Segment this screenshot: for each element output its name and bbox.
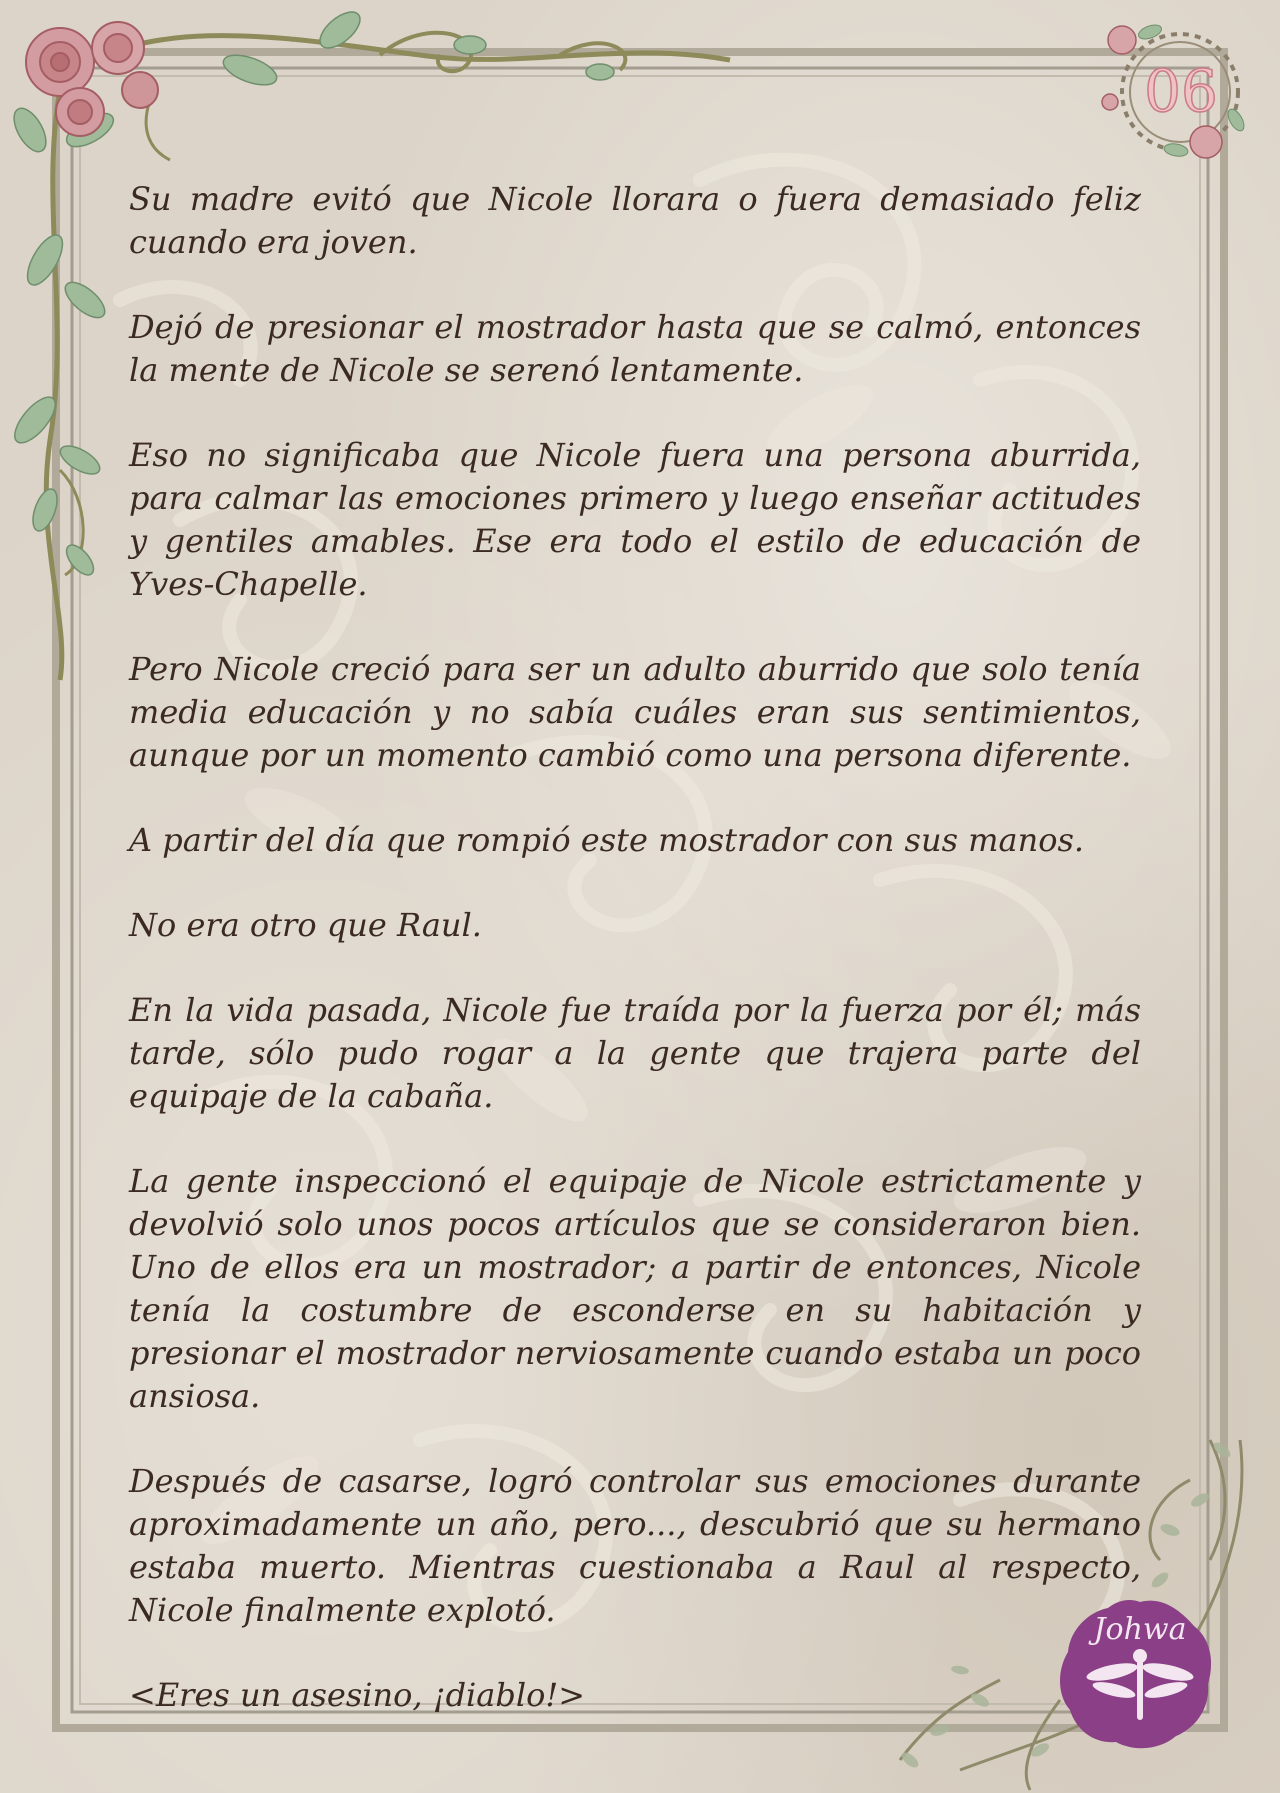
paragraph: La gente inspeccionó el equipaje de Nicole estrictamente y devolvió solo unos pocos artículos que se consideraron bien. Uno de ellos era un mostrador; a partir de entonces, Nicole tenía la costumbre de esconderse en su habitación y presionar el mostrador nerviosamente cuando estaba un poco ansiosa. xyxy=(129,1162,1141,1415)
paragraph: En la vida pasada, Nicole fue traída por la fuerza por él; más tarde, sólo pudo rogar a la gente que trajera parte del equipaje de la cabaña. xyxy=(129,991,1141,1115)
paragraph: Pero Nicole creció para ser un adulto aburrido que solo tenía media educación y no sabía cuáles eran sus sentimientos, aunque por un momento cambió como una persona diferente. xyxy=(129,650,1141,774)
paragraph: Dejó de presionar el mostrador hasta que se calmó, entonces la mente de Nicole se serenó lentamente. xyxy=(129,308,1141,389)
paragraph: A partir del día que rompió este mostrador con sus manos. xyxy=(129,821,1085,859)
johwa-badge-label: Johwa xyxy=(1093,1612,1187,1647)
page-number: 06 xyxy=(1144,57,1218,125)
paragraph: Eso no significaba que Nicole fuera una persona aburrida, para calmar las emociones primero y luego enseñar actitudes y gentiles amables. Ese era todo el estilo de educación de Yves-Chapelle. xyxy=(129,436,1141,603)
paragraph: Después de casarse, logró controlar sus emociones durante aproximadamente un año, pero..., descubrió que su hermano estaba muerto. Mientras cuestionaba a Raul al respecto, Nicole finalmente explotó. xyxy=(129,1462,1141,1629)
paragraph: <Eres un asesino, ¡diablo!> xyxy=(129,1676,586,1714)
story-text xyxy=(129,178,1141,1759)
paragraph: No era otro que Raul. xyxy=(129,906,482,944)
paragraph: Su madre evitó que Nicole llorara o fuera demasiado feliz cuando era joven. xyxy=(129,180,1141,261)
